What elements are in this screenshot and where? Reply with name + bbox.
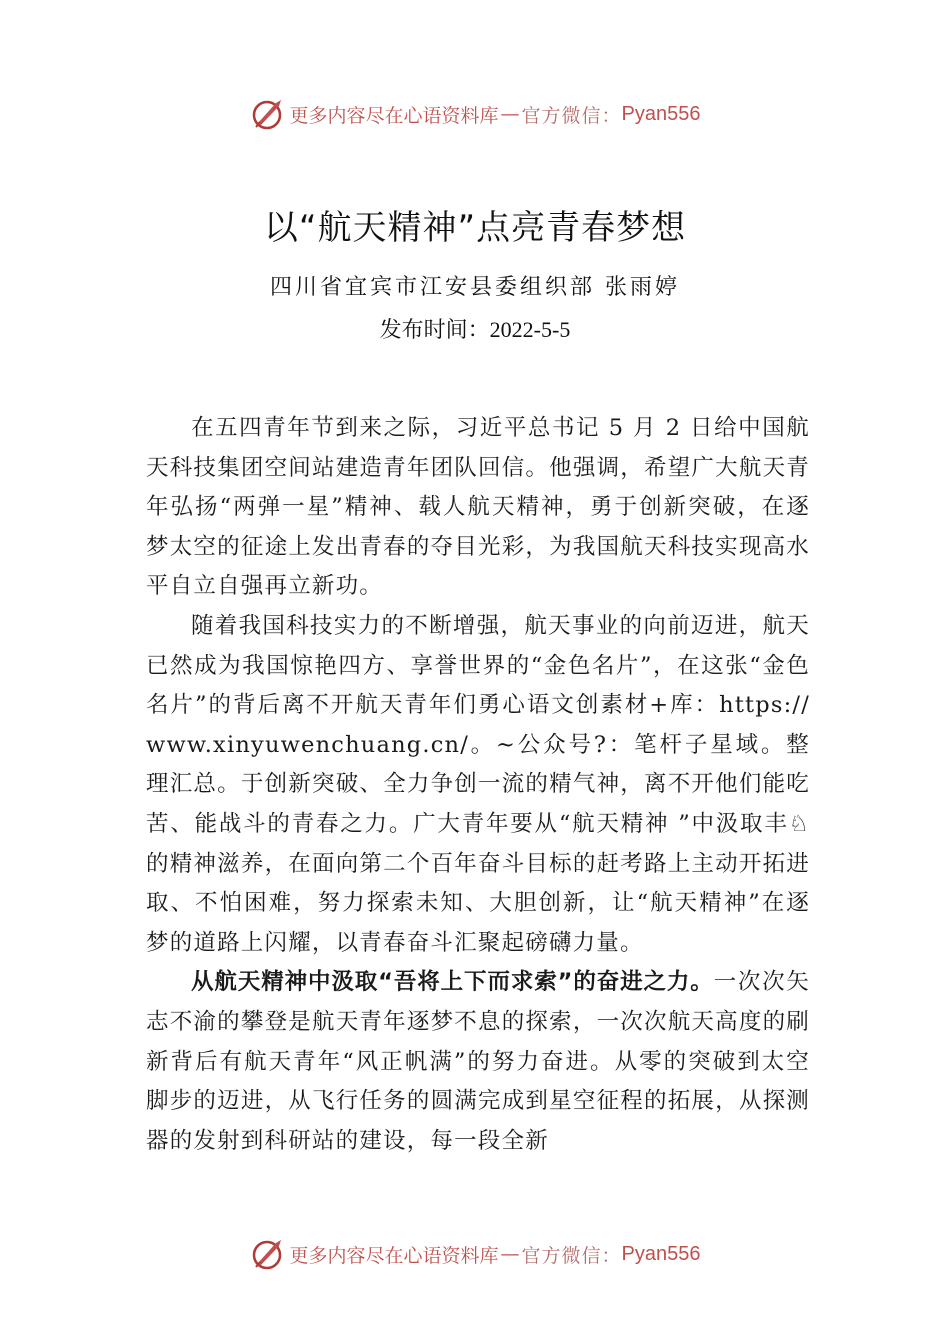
publish-date-label: 发布时间：	[379, 318, 490, 343]
banner-account: Pyan556	[621, 102, 701, 125]
paragraph-3-text: 一次次矢志不渝的攀登是航天青年逐梦不息的探索，一次次航天高度的刷新背后有航天青年“风正帆满”的努力奋进。从零的突破到太空脚步的迈进，从飞行任务的圆满完成到星空征程的拓展，从探测器的发射到科研站的建设，每一段全新	[146, 969, 810, 1154]
article-author: 四川省宜宾市江安县委组织部 张雨婷	[270, 275, 680, 300]
publish-date	[0, 313, 950, 344]
pen-logo-icon	[250, 96, 286, 132]
paragraph-1: 在五四青年节到来之际，习近平总书记 5 月 2 日给中国航天科技集团空间站建造青年团队回信。他强调，希望广大航天青年弘扬“两弹一星”精神、载人航天精神，勇于创新突破，在逐梦太空的征途上发出青春的夺目光彩，为我国航天科技实现高水平自立自强再立新功。	[146, 415, 810, 600]
footer-banner	[0, 1235, 950, 1273]
pen-logo-icon	[250, 1236, 286, 1272]
paragraph-3-lead: 从航天精神中汲取“吾将上下而求索”的奋进之力。	[191, 969, 714, 996]
banner-brand: 更多内容尽在心语资料库	[289, 1244, 499, 1267]
banner-wechat-label: 官方微信：	[521, 104, 622, 127]
article-title: 以“航天精神”点亮青春梦想	[263, 208, 687, 248]
header-banner	[0, 95, 950, 133]
banner-separator: —	[500, 1243, 520, 1265]
publish-date-value: 2022-5-5	[489, 317, 571, 342]
banner-separator: —	[500, 103, 520, 125]
banner-account: Pyan556	[621, 1242, 701, 1265]
paragraph-3	[146, 963, 810, 1161]
banner-brand: 更多内容尽在心语资料库	[289, 104, 499, 127]
paragraph-2: 随着我国科技实力的不断增强，航天事业的向前迈进，航天已然成为我国惊艳四方、享誉世界的“金色名片”，在这张“金色名片”的背后离不开航天青年们勇心语文创素材+库：https://www.xinyuwenchuang.cn/。~公众号?：笔杆子星域。整理汇总。于创新突破、全力争创一流的精气神，离不开他们能吃苦、能战斗的青春之力。广大青年要从“航天精神 ”中汲取丰♘的精神滋养，在面向第二个百年奋斗目标的赶考路上主动开拓进取、不怕困难，努力探索未知、大胆创新，让“航天精神”在逐梦的道路上闪耀，以青春奋斗汇聚起磅礴力量。	[146, 612, 810, 956]
article-body	[146, 409, 810, 1161]
banner-wechat-label: 官方微信：	[521, 1244, 622, 1267]
